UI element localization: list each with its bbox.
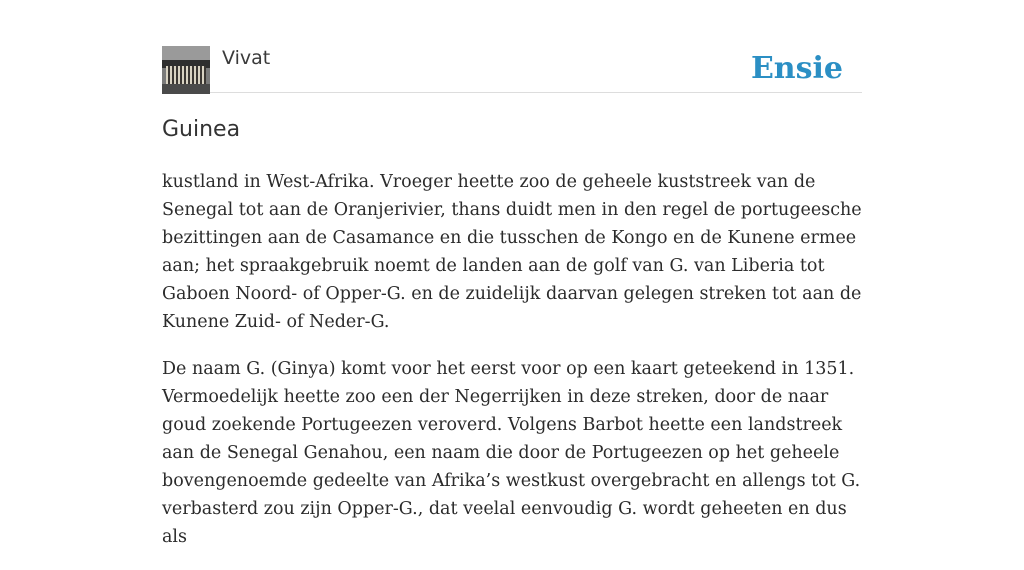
page-title: Guinea bbox=[162, 117, 241, 142]
avatar[interactable] bbox=[162, 46, 210, 94]
author-name[interactable]: Vivat bbox=[222, 47, 271, 69]
article-paragraph: De naam G. (Ginya) komt voor het eerst voor op een kaart geteekend in 1351. Vermoedelijk heette zoo een der Negerrijken in deze streken, door de naar goud zoekende Portugeezen veroverd. Volgens Barbot heette een landstreek aan de Senegal Genahou, een naam die door de Portugeezen op het geheele bovengenoemde gedeelte van Afrika’s westkust overgebracht en allengs tot G. verbasterd zou zijn Opper-G., dat veelal eenvoudig G. wordt geheeten en dus als bbox=[162, 359, 861, 547]
article-paragraph: kustland in West-Afrika. Vroeger heette zoo de geheele kuststreek van de Senegal tot aan de Oranjerivier, thans duidt men in den regel de portugeesche bezittingen aan de Casamance en die tusschen de Kongo en de Kunene ermee aan; het spraakgebruik noemt de landen aan de golf van G. van Liberia tot Gaboen Noord- of Opper-G. en de zuidelijk daarvan gelegen streken tot aan de Kunene Zuid- of Neder-G. bbox=[162, 172, 862, 332]
avatar-image bbox=[162, 46, 210, 94]
site-header bbox=[162, 46, 862, 93]
article-body bbox=[162, 168, 862, 570]
brand-logo[interactable]: Ensie bbox=[750, 51, 843, 86]
